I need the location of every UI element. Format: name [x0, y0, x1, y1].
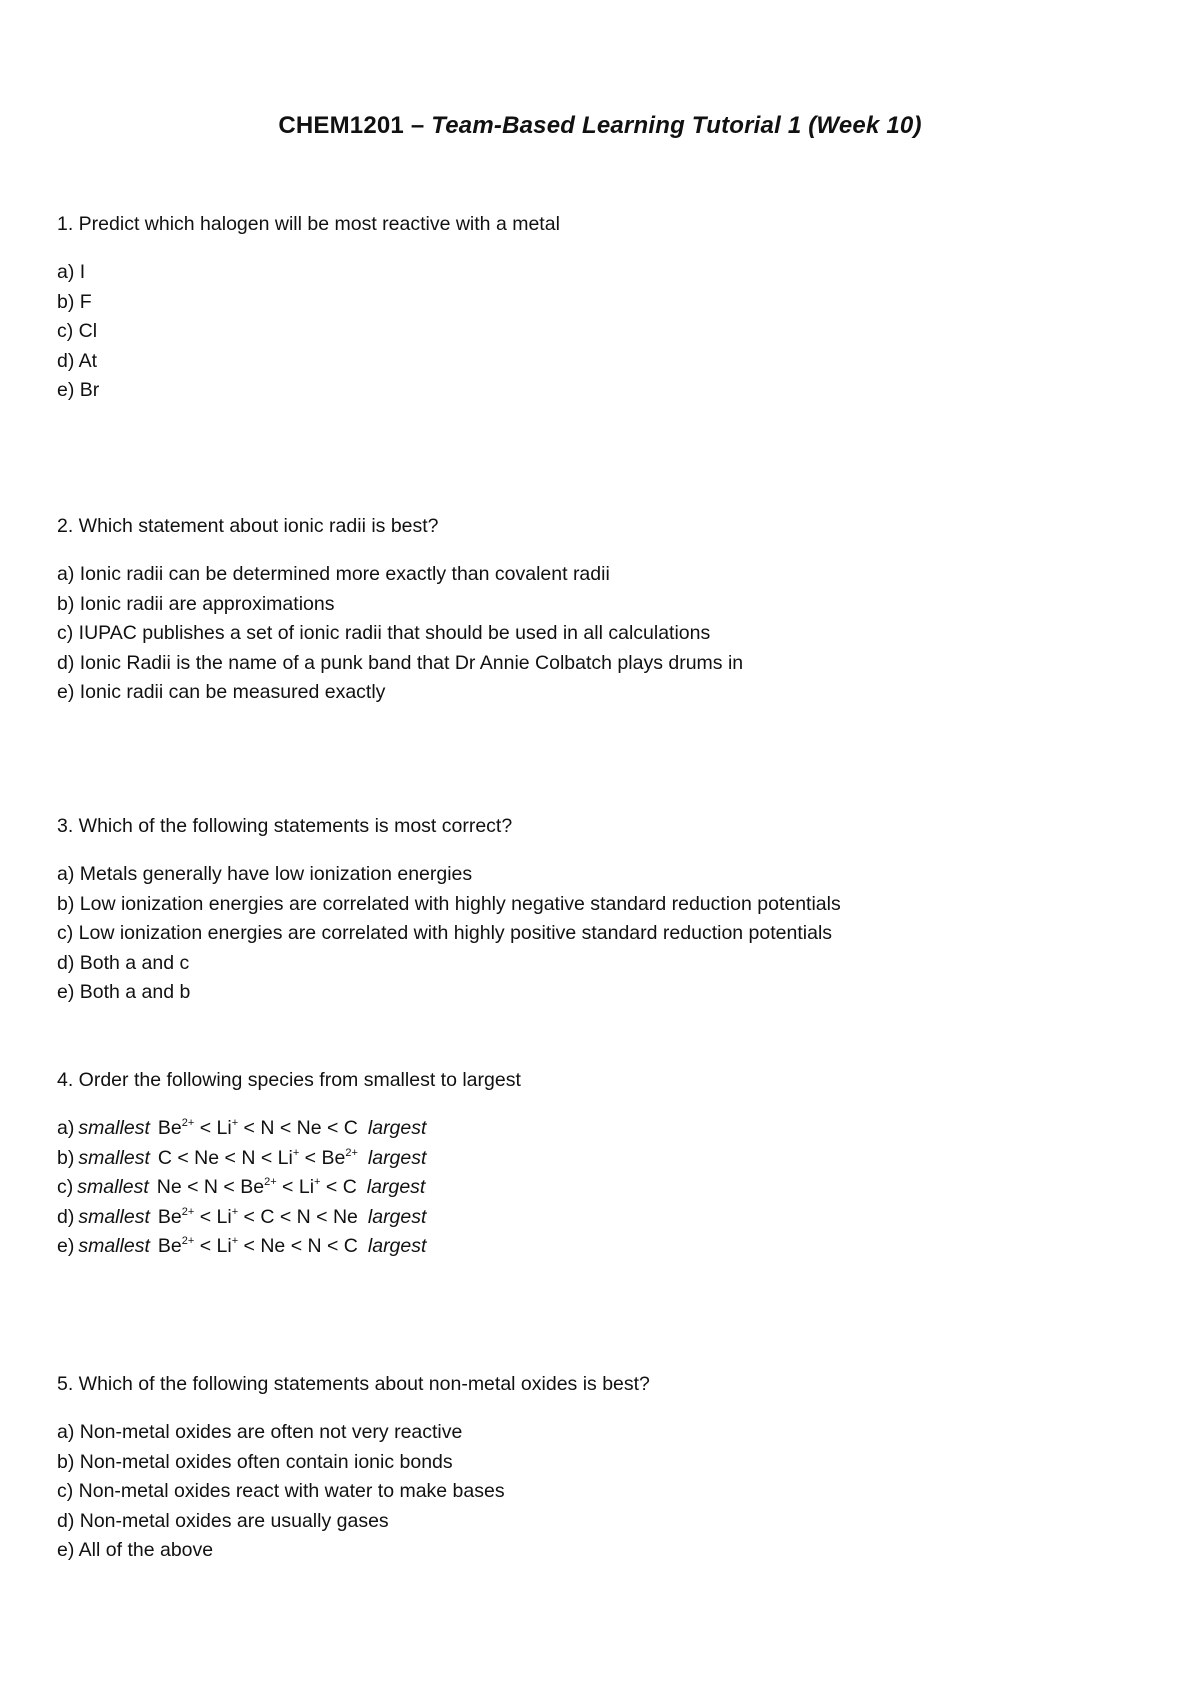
question-5-option-d: d) Non-metal oxides are usually gases: [57, 1509, 389, 1532]
species-text: C < Ne < N < Li: [157, 1146, 293, 1169]
question-1-options: [57, 258, 1157, 406]
question-2-text: 2. Which statement about ionic radii is best?: [57, 515, 439, 537]
species-text: < C: [320, 1176, 357, 1198]
largest-label: largest: [367, 1205, 427, 1228]
species-sequence: [158, 1144, 358, 1174]
question-1-option-a: a) I: [57, 261, 86, 283]
question-4: [57, 1068, 1157, 1262]
option-letter: b): [57, 1146, 75, 1169]
ion-charge: +: [231, 1235, 239, 1247]
species-text: < Be: [299, 1146, 346, 1169]
ion-charge: 2+: [181, 1205, 195, 1218]
ion-charge: 2+: [345, 1146, 358, 1159]
option-letter: c): [57, 1176, 74, 1198]
species-text: Be: [157, 1117, 182, 1139]
option-letter: d): [57, 1205, 75, 1228]
question-2-option-b: b) Ionic radii are approximations: [57, 592, 335, 615]
species-text: < Ne < N < C: [238, 1235, 358, 1257]
question-1-option-d: d) At: [57, 349, 98, 372]
ion-charge: +: [292, 1146, 300, 1159]
largest-label: largest: [367, 1117, 427, 1139]
question-5: [57, 1372, 1157, 1566]
species-sequence: [157, 1173, 357, 1203]
question-3-option-a: a) Metals generally have low ionization energies: [57, 863, 473, 885]
species-text: < Li: [194, 1117, 232, 1139]
species-text: < Li: [194, 1205, 232, 1228]
species-sequence: [158, 1203, 358, 1233]
ion-charge: +: [231, 1205, 239, 1218]
question-2-option-c: c) IUPAC publishes a set of ionic radii that should be used in all calculations: [57, 622, 711, 644]
question-4-text: 4. Order the following species from smallest to largest: [57, 1069, 521, 1091]
question-3-option-e: e) Both a and b: [57, 981, 191, 1003]
question-3-option-c: c) Low ionization energies are correlated with highly positive standard reduction potentials: [57, 922, 833, 944]
question-3: [57, 814, 1157, 1008]
question-4-option-b: [57, 1144, 1157, 1174]
question-3-option-b: b) Low ionization energies are correlated with highly negative standard reduction potentials: [57, 892, 841, 915]
question-4-option-a: [57, 1114, 1157, 1144]
page-title: [0, 112, 1200, 140]
question-5-option-e: e) All of the above: [57, 1539, 214, 1561]
species-text: Be: [157, 1205, 182, 1228]
question-2-option-e: e) Ionic radii can be measured exactly: [57, 681, 386, 703]
question-1: [57, 212, 1157, 406]
question-4-option-c: [57, 1173, 1157, 1203]
ion-charge: +: [231, 1117, 239, 1129]
option-letter: e): [57, 1235, 75, 1257]
smallest-label: smallest: [78, 1117, 150, 1139]
largest-label: largest: [366, 1176, 426, 1198]
question-5-option-c: c) Non-metal oxides react with water to make bases: [57, 1480, 505, 1502]
question-1-option-b: b) F: [57, 290, 92, 313]
ion-charge: 2+: [181, 1235, 195, 1247]
ion-charge: 2+: [181, 1117, 195, 1129]
species-text: < Li: [194, 1235, 232, 1257]
species-text: < C < N < Ne: [238, 1205, 358, 1228]
option-letter: a): [57, 1117, 75, 1139]
species-text: < Li: [276, 1176, 315, 1198]
question-3-options: [57, 860, 1157, 1008]
question-1-option-c: c) Cl: [57, 320, 98, 342]
question-1-option-e: e) Br: [57, 379, 100, 401]
largest-label: largest: [367, 1146, 427, 1169]
smallest-label: smallest: [77, 1176, 149, 1198]
species-text: < N < Ne < C: [238, 1117, 358, 1139]
question-2-options: [57, 560, 1157, 708]
question-3-option-d: d) Both a and c: [57, 951, 190, 974]
ion-charge: 2+: [264, 1176, 277, 1188]
smallest-label: smallest: [78, 1205, 150, 1228]
question-2: [57, 514, 1157, 708]
smallest-label: smallest: [78, 1235, 150, 1257]
question-1-text: 1. Predict which halogen will be most reactive with a metal: [57, 213, 560, 235]
title-tutorial-name: Team-Based Learning Tutorial 1 (Week 10): [431, 112, 922, 139]
ion-charge: +: [314, 1176, 321, 1188]
largest-label: largest: [367, 1235, 427, 1257]
species-sequence: [158, 1232, 358, 1262]
question-4-option-d: [57, 1203, 1157, 1233]
question-5-option-a: a) Non-metal oxides are often not very reactive: [57, 1421, 463, 1443]
question-4-options: [57, 1114, 1157, 1262]
question-5-text: 5. Which of the following statements about non-metal oxides is best?: [57, 1373, 650, 1395]
smallest-label: smallest: [78, 1146, 150, 1169]
title-course-code: CHEM1201 –: [278, 112, 432, 139]
question-2-option-a: a) Ionic radii can be determined more exactly than covalent radii: [57, 563, 610, 585]
question-5-options: [57, 1418, 1157, 1566]
question-5-option-b: b) Non-metal oxides often contain ionic bonds: [57, 1450, 453, 1473]
species-sequence: [158, 1114, 358, 1144]
question-3-text: 3. Which of the following statements is most correct?: [57, 815, 513, 837]
question-2-option-d: d) Ionic Radii is the name of a punk band that Dr Annie Colbatch plays drums in: [57, 651, 744, 674]
species-text: Ne < N < Be: [156, 1176, 265, 1198]
species-text: Be: [157, 1235, 182, 1257]
question-4-option-e: [57, 1232, 1157, 1262]
